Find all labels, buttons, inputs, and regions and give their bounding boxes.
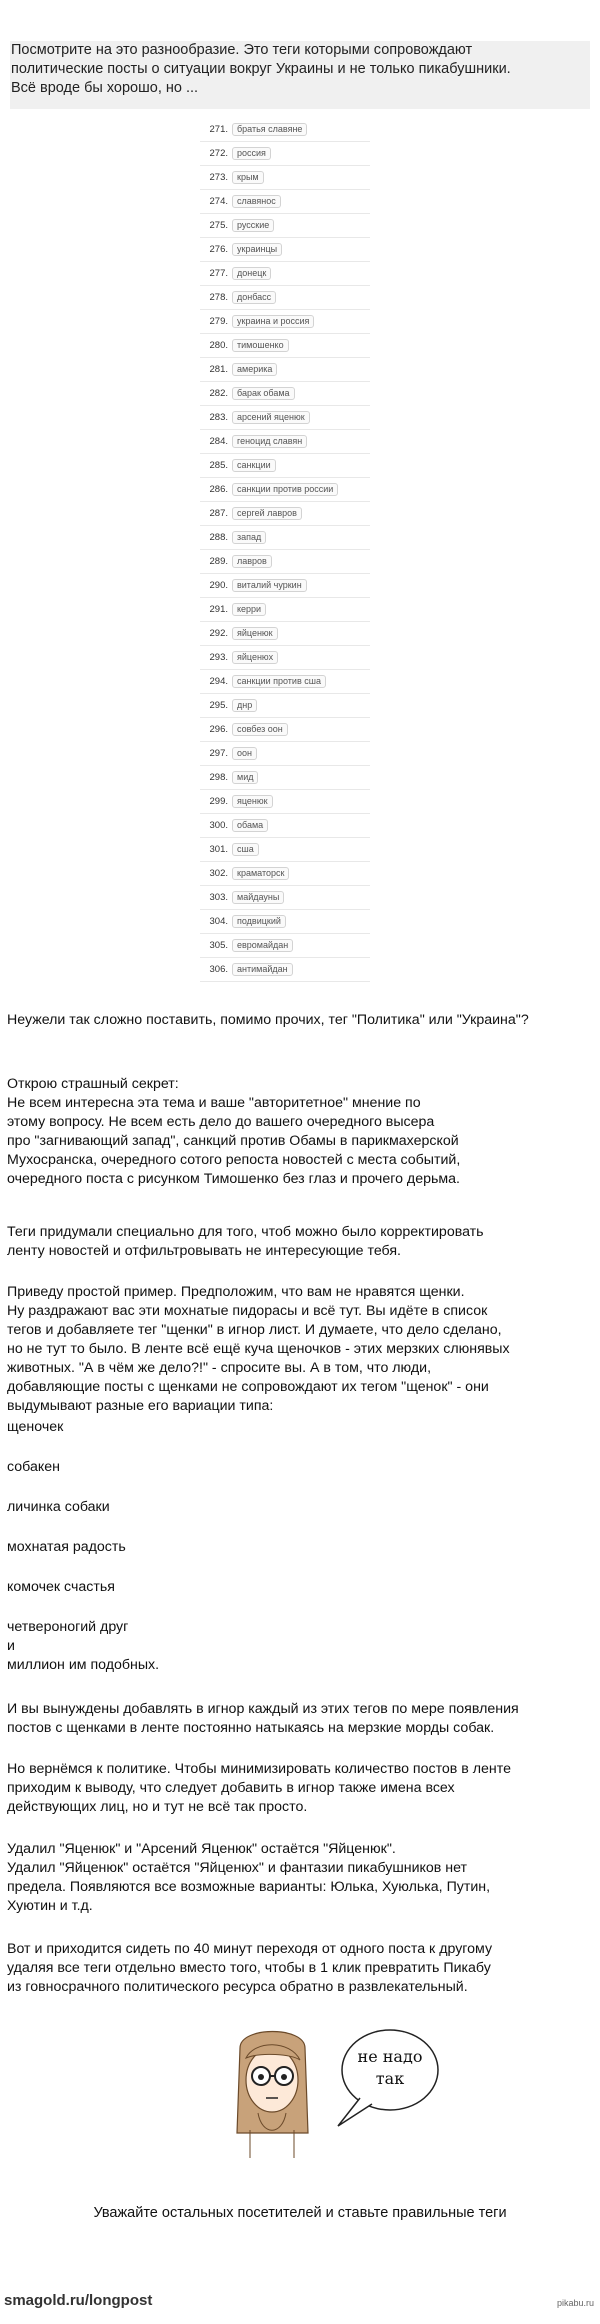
tag-chip[interactable]: яценюк — [232, 795, 273, 808]
tag-chip[interactable]: россия — [232, 147, 271, 160]
tag-chip[interactable]: сергей лавров — [232, 507, 302, 520]
tag-chip[interactable]: геноцид славян — [232, 435, 307, 448]
girl-figure — [237, 2032, 308, 2159]
cartoon-illustration — [210, 2018, 470, 2168]
politics-paragraph — [7, 1760, 597, 1817]
politics-line: Но вернёмся к политике. Чтобы минимизировать количество постов в ленте — [7, 1761, 511, 1777]
variant-item: комочек счастья — [7, 1579, 115, 1595]
tag-chip[interactable]: антимайдан — [232, 963, 293, 976]
tag-chip[interactable]: сша — [232, 843, 259, 856]
tag-number: 290. — [209, 580, 228, 591]
tag-number: 287. — [209, 508, 228, 519]
tag-number: 271. — [209, 124, 228, 135]
removed-paragraph — [7, 1840, 597, 1916]
secret-paragraph — [7, 1075, 597, 1189]
tag-chip[interactable]: донбасс — [232, 291, 276, 304]
tag-chip[interactable]: яйценюк — [232, 627, 278, 640]
intro-text — [11, 41, 589, 98]
tag-chip[interactable]: запад — [232, 531, 266, 544]
tag-row — [200, 502, 370, 526]
tag-chip[interactable]: арсений яценюк — [232, 411, 310, 424]
tag-chip[interactable]: мид — [232, 771, 258, 784]
secret-line: про "загнивающий запад", санкций против Обамы в парикмахерской — [7, 1133, 459, 1149]
tag-row — [200, 550, 370, 574]
intro-line: Посмотрите на это разнообразие. Это теги которыми сопровождают — [11, 42, 473, 58]
tag-row — [200, 598, 370, 622]
tag-chip[interactable]: евромайдан — [232, 939, 293, 952]
tag-number: 276. — [209, 244, 228, 255]
tag-chip[interactable]: керри — [232, 603, 266, 616]
tag-number: 295. — [209, 700, 228, 711]
speech-line-1: не надо — [357, 2047, 423, 2066]
removed-line: Удалил "Яйценюк" остаётся "Яйценюх" и фантазии пикабушников нет — [7, 1860, 468, 1876]
tag-row — [200, 934, 370, 958]
tag-chip[interactable]: русские — [232, 219, 274, 232]
footer-site-link[interactable]: smagold.ru/longpost — [4, 2292, 153, 2309]
example-paragraph — [7, 1283, 597, 1416]
example-line: Приведу простой пример. Предположим, что вам не нравятся щенки. — [7, 1284, 465, 1300]
tags-purpose-paragraph — [7, 1223, 597, 1261]
removed-line: Удалил "Яценюк" и "Арсений Яценюк" остаётся "Яйценюк". — [7, 1841, 396, 1857]
tag-row — [200, 622, 370, 646]
tag-chip[interactable]: майдауны — [232, 891, 284, 904]
tag-number: 281. — [209, 364, 228, 375]
tag-row — [200, 694, 370, 718]
tag-row — [200, 262, 370, 286]
tag-number: 275. — [209, 220, 228, 231]
example-line: животных. "А в чём же дело?!" - спросите вы. А в том, что люди, — [7, 1360, 432, 1376]
tag-chip[interactable]: виталий чуркин — [232, 579, 307, 592]
tag-number: 299. — [209, 796, 228, 807]
tag-number: 302. — [209, 868, 228, 879]
tag-chip[interactable]: санкции — [232, 459, 276, 472]
example-line: тегов и добавляете тег "щенки" в игнор лист. И думаете, что дело сделано, — [7, 1322, 502, 1338]
variant-item: четвероногий друг — [7, 1619, 129, 1635]
tag-row — [200, 790, 370, 814]
tag-chip[interactable]: оон — [232, 747, 257, 760]
speech-line-2: так — [375, 2069, 405, 2088]
tag-number: 277. — [209, 268, 228, 279]
tag-row — [200, 406, 370, 430]
tag-row — [200, 454, 370, 478]
tag-chip[interactable]: америка — [232, 363, 277, 376]
tag-chip[interactable]: крым — [232, 171, 264, 184]
tag-row — [200, 310, 370, 334]
tag-row — [200, 838, 370, 862]
tag-row — [200, 142, 370, 166]
tag-row — [200, 238, 370, 262]
tag-row — [200, 382, 370, 406]
tag-number: 296. — [209, 724, 228, 735]
tag-number: 301. — [209, 844, 228, 855]
tag-chip[interactable]: украинцы — [232, 243, 282, 256]
tag-row — [200, 478, 370, 502]
purpose-line: ленту новостей и отфильтровывать не интересующие тебя. — [7, 1243, 401, 1259]
tag-number: 288. — [209, 532, 228, 543]
secret-line: очередного поста с рисунком Тимошенко без глаз и прочего дерьма. — [7, 1171, 460, 1187]
tag-chip[interactable]: санкции против россии — [232, 483, 338, 496]
example-line: добавляющие посты с щенками не сопровождают их тегом "щенок" - они — [7, 1379, 489, 1395]
example-line: Ну раздражают вас эти мохнатые пидорасы и всё тут. Вы идёте в список — [7, 1303, 488, 1319]
closing-text: Уважайте остальных посетителей и ставьте правильные теги — [93, 2205, 507, 2221]
secret-line: Не всем интересна эта тема и ваше "авторитетное" мнение по — [7, 1095, 421, 1111]
tag-row — [200, 718, 370, 742]
tag-number: 286. — [209, 484, 228, 495]
tag-number: 298. — [209, 772, 228, 783]
tag-chip[interactable]: тимошенко — [232, 339, 289, 352]
tag-number: 278. — [209, 292, 228, 303]
tag-number: 303. — [209, 892, 228, 903]
tag-chip[interactable]: подвицкий — [232, 915, 286, 928]
politics-line: действующих лиц, но и тут не всё так просто. — [7, 1799, 308, 1815]
tag-row — [200, 910, 370, 934]
tag-row — [200, 430, 370, 454]
tag-chip[interactable]: братья славяне — [232, 123, 307, 136]
tag-row — [200, 958, 370, 982]
tag-number: 293. — [209, 652, 228, 663]
variant-item: мохнатая радость — [7, 1539, 126, 1555]
variant-item: личинка собаки — [7, 1499, 110, 1515]
tag-row — [200, 862, 370, 886]
tag-list — [200, 118, 370, 982]
tag-number: 272. — [209, 148, 228, 159]
tag-number: 300. — [209, 820, 228, 831]
variant-item: и — [7, 1638, 15, 1654]
example-line: но не тут то было. В ленте всё ещё куча щеночков - этих мерзких слюнявых — [7, 1341, 510, 1357]
variant-item: миллион им подобных. — [7, 1657, 160, 1673]
tag-row — [200, 670, 370, 694]
tag-row — [200, 190, 370, 214]
question-text: Неужели так сложно поставить, помимо прочих, тег "Политика" или "Украина"? — [7, 1012, 529, 1028]
tag-chip[interactable]: славянос — [232, 195, 281, 208]
secret-line: Открою страшный секрет: — [7, 1076, 179, 1092]
example-line: выдумывают разные его вариации типа: — [7, 1398, 274, 1414]
tag-number: 304. — [209, 916, 228, 927]
tag-row — [200, 742, 370, 766]
tag-row — [200, 574, 370, 598]
tag-chip[interactable]: днр — [232, 699, 257, 712]
variant-item: щеночек — [7, 1419, 64, 1435]
tag-row — [200, 166, 370, 190]
intro-line: Всё вроде бы хорошо, но ... — [11, 80, 199, 96]
tag-chip[interactable]: краматорск — [232, 867, 289, 880]
ignore-paragraph — [7, 1700, 597, 1738]
intro-line: политические посты о ситуации вокруг Украины и не только пикабушники. — [11, 61, 511, 77]
speech-bubble — [338, 2030, 438, 2126]
tag-chip[interactable]: совбез оон — [232, 723, 288, 736]
tag-number: 283. — [209, 412, 228, 423]
tag-row — [200, 358, 370, 382]
minutes-line: из говносрачного политического ресурса обратно в развлекательный. — [7, 1979, 468, 1995]
tag-row — [200, 118, 370, 142]
tag-number: 273. — [209, 172, 228, 183]
tag-number: 280. — [209, 340, 228, 351]
secret-line: Мухосранска, очередного сотого репоста новостей с места событий, — [7, 1152, 461, 1168]
removed-line: предела. Появляются все возможные варианты: Юлька, Хуюлька, Путин, — [7, 1879, 491, 1895]
tag-number: 305. — [209, 940, 228, 951]
tag-number: 289. — [209, 556, 228, 567]
ignore-line: постов с щенками в ленте постоянно натыкаясь на мерзкие морды собак. — [7, 1720, 495, 1736]
removed-line: Хуютин и т.д. — [7, 1898, 93, 1914]
tag-number: 292. — [209, 628, 228, 639]
tag-chip[interactable]: санкции против сша — [232, 675, 326, 688]
tag-number: 291. — [209, 604, 228, 615]
tag-chip[interactable]: обама — [232, 819, 268, 832]
tag-number: 294. — [209, 676, 228, 687]
tag-chip[interactable]: донецк — [232, 267, 271, 280]
minutes-line: Вот и приходится сидеть по 40 минут переходя от одного поста к другому — [7, 1941, 493, 1957]
tag-row — [200, 214, 370, 238]
purpose-line: Теги придумали специально для того, чтоб можно было корректировать — [7, 1224, 484, 1240]
tag-row — [200, 766, 370, 790]
tag-number: 274. — [209, 196, 228, 207]
tag-chip[interactable]: лавров — [232, 555, 272, 568]
tag-number: 297. — [209, 748, 228, 759]
tag-row — [200, 646, 370, 670]
tag-row — [200, 334, 370, 358]
tag-number: 282. — [209, 388, 228, 399]
minutes-paragraph — [7, 1940, 597, 1997]
ignore-line: И вы вынуждены добавлять в игнор каждый из этих тегов по мере появления — [7, 1701, 519, 1717]
tag-row — [200, 286, 370, 310]
tag-row — [200, 886, 370, 910]
tag-row — [200, 814, 370, 838]
secret-line: этому вопросу. Не всем есть дело до вашего очередного высера — [7, 1114, 435, 1130]
tag-chip[interactable]: яйценюх — [232, 651, 278, 664]
tag-row — [200, 526, 370, 550]
tag-chip[interactable]: украина и россия — [232, 315, 314, 328]
tag-number: 306. — [209, 964, 228, 975]
tag-number: 279. — [209, 316, 228, 327]
variant-item: собакен — [7, 1459, 60, 1475]
tag-number: 284. — [209, 436, 228, 447]
tag-number: 285. — [209, 460, 228, 471]
minutes-line: удаляя все теги отдельно вместо того, чтобы в 1 клик превратить Пикабу — [7, 1960, 491, 1976]
politics-line: приходим к выводу, что следует добавить в игнор также имена всех — [7, 1780, 455, 1796]
tag-chip[interactable]: барак обама — [232, 387, 295, 400]
footer-credit: pikabu.ru — [556, 2298, 594, 2308]
variants-tail — [7, 1618, 597, 1675]
